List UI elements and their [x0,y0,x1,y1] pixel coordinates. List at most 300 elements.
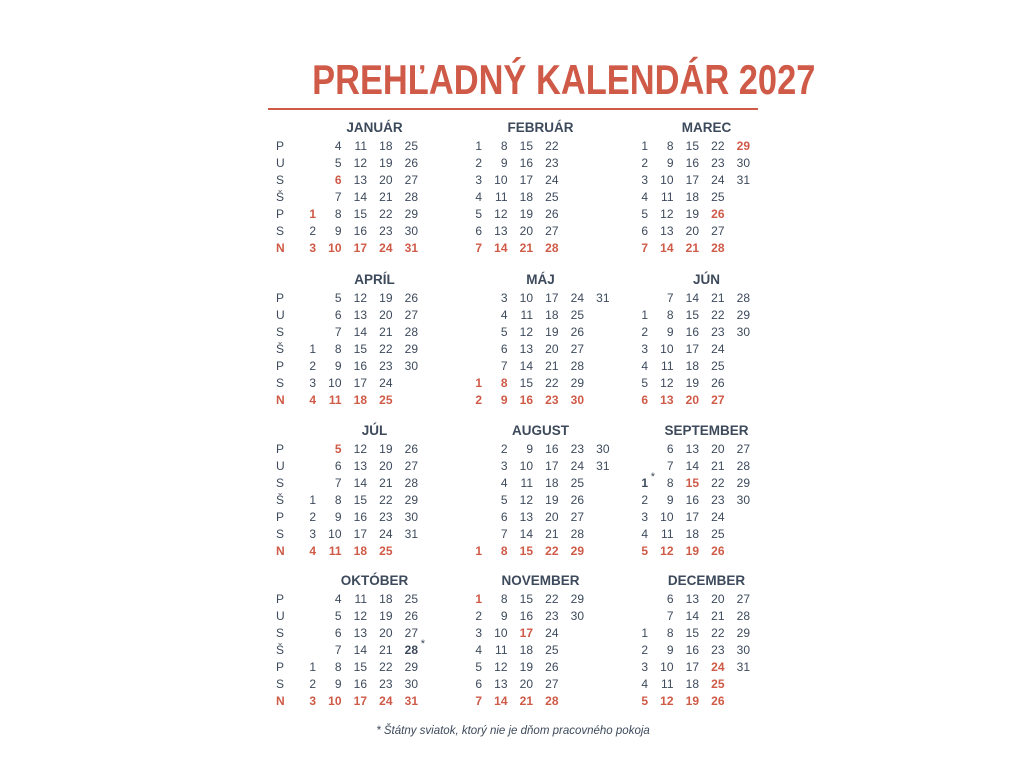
calendar-day: 13 [353,173,367,187]
calendar-day: 8 [334,342,342,356]
calendar-day: 16 [685,156,699,170]
calendar-day: 25 [711,677,725,691]
weekday-label: S [276,376,285,390]
calendar-day: 21 [685,241,699,255]
calendar-day: 21 [545,359,559,373]
calendar-day: 28 [404,325,418,339]
calendar-day: 4 [641,190,648,204]
calendar-day: 21 [519,241,533,255]
calendar-day: 12 [519,325,533,339]
weekday-label: P [276,592,285,606]
weekday-label: P [276,510,285,524]
weekday-label: N [276,393,285,407]
calendar-day: 17 [685,342,699,356]
calendar-day: 25 [711,359,725,373]
calendar-day: 14 [494,241,508,255]
calendar-day: 16 [685,643,699,657]
calendar-day: 7 [334,325,342,339]
calendar-day: 12 [660,376,674,390]
calendar-day: 27 [570,510,584,524]
calendar-day: 4 [641,359,648,373]
calendar-day: 6 [334,308,342,322]
calendar-day: 22 [711,626,725,640]
calendar-day: 20 [379,173,393,187]
calendar-day: 19 [519,207,533,221]
calendar-day: 2 [475,609,482,623]
calendar-day: 18 [685,359,699,373]
calendar-day: 17 [685,173,699,187]
calendar-day: 15 [685,476,699,490]
calendar-day: 19 [379,609,393,623]
weekday-label: S [276,527,285,541]
calendar-day: 25 [570,308,584,322]
calendar-day: 18 [379,592,393,606]
calendar-day: 30 [404,677,418,691]
weekday-label: Š [276,190,285,204]
calendar-day: 7 [334,643,342,657]
calendar-day: 20 [685,224,699,238]
calendar-day: 20 [545,510,559,524]
calendar-day: 29 [736,139,750,153]
calendar-day: 25 [379,544,393,558]
calendar-day: 11 [328,393,342,407]
calendar-day: 10 [328,376,342,390]
calendar-day: 13 [685,442,699,456]
calendar-day: 3 [475,173,482,187]
calendar-day: 9 [666,643,674,657]
calendar-day: 27 [736,592,750,606]
weekday-label: S [276,476,285,490]
calendar-day: 26 [570,493,584,507]
calendar-day: 7 [475,241,482,255]
calendar-day: 15 [353,493,367,507]
calendar-day: 11 [520,308,533,322]
calendar-day: 10 [494,626,508,640]
calendar-day: 26 [711,544,725,558]
calendar-day: 3 [309,241,316,255]
calendar-day: 28 * [404,638,425,657]
calendar-day: 29 [404,207,418,221]
calendar-day: 18 [519,643,533,657]
calendar-day: 19 [685,694,699,708]
calendar-day: 11 [661,677,674,691]
calendar-day: 24 [379,527,393,541]
calendar-day: 2 [500,442,508,456]
calendar-day: 9 [500,393,508,407]
calendar-day: 31 [736,173,750,187]
calendar-day: 21 [545,527,559,541]
calendar-day: 21 [711,609,725,623]
calendar-day: 20 [379,308,393,322]
calendar-day: 23 [711,493,725,507]
weekday-label: P [276,291,285,305]
calendar-day: 24 [711,510,725,524]
calendar-day: 5 [500,493,508,507]
month-name: JÚL [361,423,388,438]
calendar-day: 14 [353,643,367,657]
calendar-day: 14 [494,694,508,708]
calendar-day: 12 [660,544,674,558]
calendar-day: 17 [353,527,367,541]
calendar-day: 24 [570,291,584,305]
weekday-label: Š [276,493,285,507]
calendar-day: 29 [736,476,750,490]
calendar-day: 27 [404,626,418,640]
weekday-label: P [276,359,285,373]
calendar-day: 3 [641,173,648,187]
calendar-day: 27 [404,173,418,187]
calendar-day: 16 [353,677,367,691]
weekday-label: S [276,626,285,640]
calendar-day: 25 [711,190,725,204]
calendar-day: 16 [519,393,533,407]
calendar-day: 21 [379,325,393,339]
calendar-day: 9 [500,609,508,623]
calendar-day: 8 [500,592,508,606]
calendar-day: 15 [353,342,367,356]
calendar-day: 3 [309,376,316,390]
month-name: JÚN [692,272,720,287]
calendar-day: 12 [660,207,674,221]
calendar-day: 20 [519,677,533,691]
calendar-day: 13 [660,393,674,407]
calendar-day: 10 [660,173,674,187]
weekday-label: Š [276,342,285,356]
calendar-day: 18 [545,476,559,490]
calendar-day: 8 [666,476,674,490]
calendar-day: 27 [570,342,584,356]
calendar-day: 15 [353,207,367,221]
calendar-day: 18 [353,393,367,407]
calendar-day: 26 [404,291,418,305]
calendar-day: 8 [334,660,342,674]
weekday-label: N [276,694,285,708]
calendar-day: 24 [379,694,393,708]
calendar-day: 2 [475,156,482,170]
calendar-day: 10 [519,459,533,473]
calendar-day: 28 [404,190,418,204]
calendar-day: 3 [475,626,482,640]
calendar-day: 6 [666,442,674,456]
calendar-day: 27 [545,224,559,238]
calendar-day: 28 [736,459,750,473]
calendar-day: 6 [666,592,674,606]
calendar-day: 11 [661,359,674,373]
calendar-day: 11 [661,527,674,541]
calendar-day: 27 [736,442,750,456]
calendar-day: 15 [519,376,533,390]
calendar-day: 23 [711,156,725,170]
calendar-day: 7 [666,609,674,623]
calendar-day: 3 [309,694,316,708]
calendar-day: 20 [545,342,559,356]
calendar-day: 25 [570,476,584,490]
weekday-label: P [276,207,285,221]
calendar-day: 12 [353,442,367,456]
calendar-day: 2 [309,224,316,238]
calendar-day: 11 [354,139,367,153]
weekday-label: U [276,156,285,170]
calendar-day: 26 [404,156,418,170]
calendar-day: 16 [353,510,367,524]
calendar-day: 8 [500,544,508,558]
calendar-day: 6 [334,626,342,640]
calendar-day: 1 [641,308,648,322]
calendar-day: 14 [353,190,367,204]
title-divider [268,108,758,110]
calendar-day: 22 [545,376,559,390]
weekday-label: N [276,544,285,558]
calendar-day: 9 [666,325,674,339]
calendar-day: 28 [711,241,725,255]
calendar-day: 30 [404,359,418,373]
calendar-day: 13 [353,459,367,473]
calendar-day: 23 [545,393,559,407]
calendar-day: 22 [379,660,393,674]
calendar-day: 23 [545,609,559,623]
calendar-day: 17 [685,510,699,524]
calendar-day: 29 [404,493,418,507]
calendar-day: 3 [309,527,316,541]
calendar-day: 30 [570,393,584,407]
calendar-day: 8 [666,626,674,640]
calendar-day: 5 [641,694,648,708]
calendar-day: 12 [353,156,367,170]
calendar-day: 31 [404,694,418,708]
calendar-day: 12 [353,609,367,623]
calendar-day: 19 [685,207,699,221]
calendar-day: 10 [519,291,533,305]
calendar-day: 29 [570,592,584,606]
calendar-day: 26 [711,694,725,708]
calendar-day: 10 [328,694,342,708]
calendar-day: 27 [404,459,418,473]
calendar-day: 18 [545,308,559,322]
calendar-day: 27 [711,393,725,407]
calendar-day: 15 [353,660,367,674]
calendar-day: 6 [475,677,482,691]
calendar-day: 1 [475,376,482,390]
calendar-day: 15 [685,626,699,640]
calendar-day: 5 [641,207,648,221]
calendar-day: 17 [353,694,367,708]
calendar-day: 26 [570,325,584,339]
calendar-day: 25 [404,592,418,606]
calendar-day: 30 [404,510,418,524]
calendar-day: 30 [736,156,750,170]
calendar-day: 20 [379,626,393,640]
calendar-day: 19 [685,544,699,558]
calendar-day: 21 [711,291,725,305]
calendar-day: 4 [475,643,482,657]
calendar-day: 30 [736,493,750,507]
month-name: MAREC [681,120,732,135]
calendar-day: 23 [379,510,393,524]
calendar-day: 1 [641,139,648,153]
calendar-day: 10 [660,660,674,674]
calendar-day: 14 [685,291,699,305]
calendar-day: 28 [545,694,559,708]
calendar-day: 22 [379,493,393,507]
calendar-day: 19 [379,291,393,305]
calendar-day: 17 [353,376,367,390]
calendar-day: 18 [379,139,393,153]
calendar-day: 29 [570,544,584,558]
calendar-day: 24 [379,241,393,255]
calendar-day: 8 [334,493,342,507]
calendar-day: 15 [685,139,699,153]
calendar-day: 25 [404,139,418,153]
calendar-day: 15 [519,544,533,558]
calendar-day: 6 [334,173,342,187]
calendar-day: 5 [500,325,508,339]
calendar-day: 6 [334,459,342,473]
calendar-day: 7 [334,476,342,490]
calendar-day: 27 [711,224,725,238]
calendar-day: 22 [379,342,393,356]
month-name: APRÍL [354,272,395,287]
calendar-day: 8 [334,207,342,221]
calendar-day: 5 [641,376,648,390]
calendar-day: 11 [520,476,533,490]
asterisk-icon: * [420,638,425,650]
weekday-label: P [276,660,285,674]
calendar-day: 9 [334,224,342,238]
calendar-day: 24 [711,660,725,674]
calendar-day: 25 [545,643,559,657]
calendar-day: 14 [519,527,533,541]
calendar-day: 10 [328,527,342,541]
calendar-day: 29 [736,626,750,640]
calendar-day: 21 [379,190,393,204]
calendar-day: 16 [685,493,699,507]
calendar-day: 31 [404,241,418,255]
weekday-label: Š [276,643,285,657]
calendar-day: 25 [379,393,393,407]
weekday-label: S [276,173,285,187]
calendar-day: 3 [641,510,648,524]
calendar-day: 25 [545,190,559,204]
calendar-day: 23 [379,359,393,373]
calendar-day: 1 [641,626,648,640]
calendar-day: 27 [404,308,418,322]
calendar-day: 30 [570,609,584,623]
month-name: MÁJ [526,272,555,287]
calendar-day: 2 [641,493,648,507]
calendar-day: 31 [596,459,610,473]
calendar-day: 21 [711,459,725,473]
calendar-day: 31 [736,660,750,674]
calendar-day: 12 [494,660,508,674]
calendar-day: 29 [736,308,750,322]
calendar-day: 3 [641,660,648,674]
calendar-day: 8 [500,139,508,153]
calendar-day: 17 [353,241,367,255]
calendar-day: 5 [641,544,648,558]
footnote: * Štátny sviatok, ktorý nie je dňom pracovného pokoja [376,725,650,737]
calendar-day: 18 [685,190,699,204]
calendar-day: 20 [711,592,725,606]
calendar-day: 17 [545,459,559,473]
month-name: DECEMBER [667,573,746,588]
calendar-day: 7 [500,359,508,373]
calendar-day: 20 [519,224,533,238]
calendar-day: 4 [334,139,342,153]
calendar-day: 30 [596,442,610,456]
calendar-day: 28 [545,241,559,255]
calendar-day: 11 [495,190,508,204]
calendar-day: 16 [353,224,367,238]
calendar-day: 1 [309,660,316,674]
calendar-day: 23 [379,677,393,691]
calendar-day: 26 [404,609,418,623]
weekday-label: S [276,224,285,238]
calendar-day: 23 [379,224,393,238]
calendar-day: 14 [519,359,533,373]
calendar-day: 3 [500,459,508,473]
calendar-day: 20 [711,442,725,456]
calendar-day: 24 [570,459,584,473]
calendar-day: 1 [475,592,482,606]
calendar-day: 8 [500,376,508,390]
calendar-day: 26 [711,207,725,221]
calendar-day: 5 [475,207,482,221]
month-name: NOVEMBER [501,573,580,588]
calendar-day: 10 [660,510,674,524]
weekday-label: S [276,325,285,339]
weekday-label: P [276,139,285,153]
calendar-day: 23 [711,643,725,657]
calendar-day: 9 [500,156,508,170]
weekday-label: S [276,677,285,691]
calendar-day: 22 [379,207,393,221]
month-name: SEPTEMBER [664,423,749,438]
calendar-day: 5 [334,156,342,170]
calendar-day: 24 [379,376,393,390]
calendar-day: 6 [641,224,648,238]
calendar-day: 16 [519,156,533,170]
calendar-day: 15 [519,592,533,606]
calendar-day: 4 [641,527,648,541]
calendar-day: 7 [666,459,674,473]
calendar-day: 25 [711,527,725,541]
calendar-day: 4 [500,476,508,490]
calendar-day: 19 [545,493,559,507]
calendar-day: 26 [404,442,418,456]
calendar-day: 9 [334,510,342,524]
calendar-day: 20 [685,393,699,407]
asterisk-icon: * [650,471,655,483]
calendar-day: 4 [475,190,482,204]
calendar-day: 26 [545,660,559,674]
calendar-day: 16 [353,359,367,373]
calendar-day: 23 [570,442,584,456]
page-title: PREHĽADNÝ KALENDÁR 2027 [312,56,816,103]
calendar-day: 18 [685,527,699,541]
calendar-day: 19 [519,660,533,674]
calendar-day: 14 [685,609,699,623]
calendar-day: 14 [660,241,674,255]
calendar-day: 28 [736,609,750,623]
calendar-day: 18 [685,677,699,691]
calendar-day: 2 [309,677,316,691]
calendar-day: 26 [711,376,725,390]
calendar-day: 23 [711,325,725,339]
calendar-day: 20 [379,459,393,473]
calendar-day: 4 [641,677,648,691]
calendar-day: 29 [404,342,418,356]
calendar-day: 19 [379,156,393,170]
